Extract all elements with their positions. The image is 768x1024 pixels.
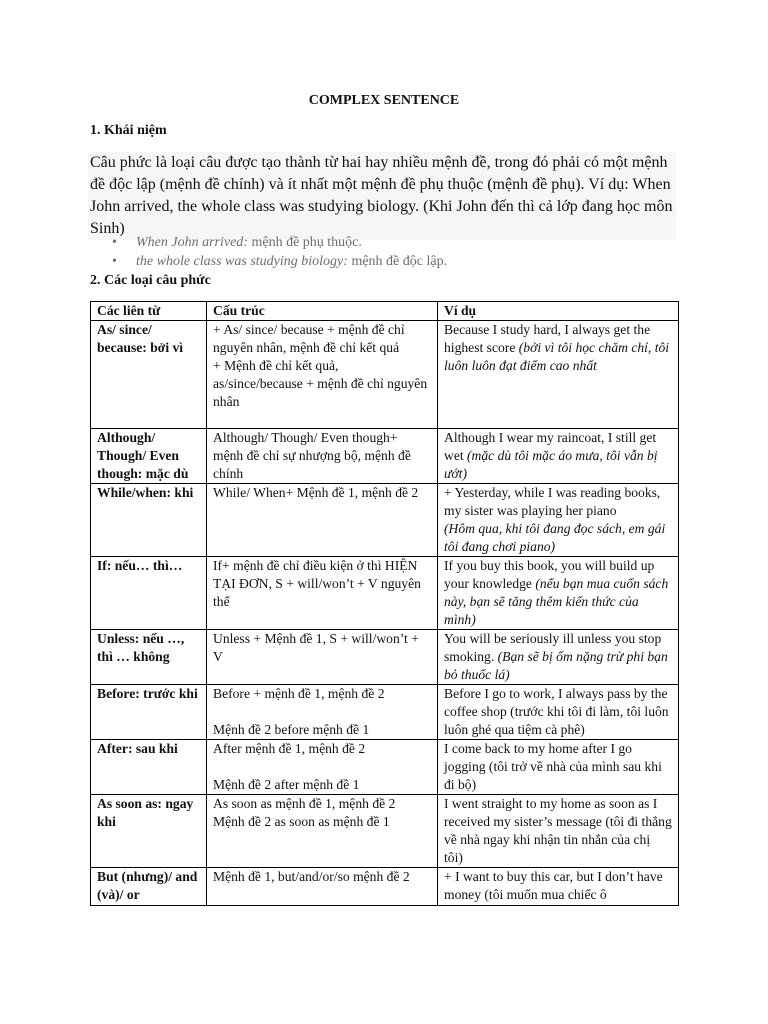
bullet-italic-text: When John arrived:: [136, 235, 248, 250]
conjunction-cell: As soon as: ngay khi: [91, 795, 207, 868]
example-text: Because I study hard, I always get the highest score: [444, 322, 651, 355]
example-text: I went straight to my home as soon as I received my sister’s message (tôi đi thẳng về nhà ngay khi nhận tin nhắn của chị tôi): [444, 796, 672, 865]
example-translation: (Bạn sẽ bị ốm nặng trừ phi bạn bỏ thuốc lá): [444, 649, 668, 682]
example-translation: (Hôm qua, khi tôi đang đọc sách, em gái tôi đang chơi piano): [444, 521, 666, 554]
example-cell: [438, 321, 679, 429]
structure-cell: After mệnh đề 1, mệnh đề 2 Mệnh đề 2 after mệnh đề 1: [207, 740, 438, 795]
bullet-text: mệnh đề độc lập.: [347, 254, 448, 269]
example-text: + Yesterday, while I was reading books, my sister was playing her piano: [444, 485, 661, 518]
structure-cell: Mệnh đề 1, but/and/or/so mệnh đề 2: [207, 868, 438, 906]
example-text: If you buy this book, you will build up your knowledge: [444, 558, 655, 591]
bullet-text: mệnh đề phụ thuộc.: [247, 235, 362, 250]
table-row: [91, 321, 679, 429]
column-header-conjunctions: Các liên từ: [91, 302, 207, 321]
conjunction-cell: As/ since/ because: bởi vì: [91, 321, 207, 429]
structure-cell: Unless + Mệnh đề 1, S + will/won’t + V: [207, 630, 438, 685]
structure-cell: If+ mệnh đề chỉ điều kiện ở thì HIỆN TẠI ĐƠN, S + will/won’t + V nguyên thể: [207, 557, 438, 630]
example-translation: (bởi vì tôi học chăm chỉ, tôi luôn luôn đạt điểm cao nhất: [444, 340, 670, 373]
table-row: [91, 795, 679, 868]
table-row: [91, 429, 679, 484]
conjunction-cell: But (nhưng)/ and (và)/ or: [91, 868, 207, 906]
example-cell: [438, 484, 679, 557]
example-cell: [438, 868, 679, 906]
table-row: [91, 740, 679, 795]
section-1-heading: 1. Khái niệm: [90, 123, 167, 138]
bullet-icon: •: [112, 235, 117, 250]
example-text: Before I go to work, I always pass by the coffee shop (trước khi tôi đi làm, tôi luôn luôn ghé qua tiệm cà phê): [444, 686, 669, 737]
example-translation: (nếu bạn mua cuốn sách này, bạn sẽ tăng thêm kiến thức của mình): [444, 576, 669, 627]
example-cell: [438, 630, 679, 685]
example-text: + I want to buy this car, but I don’t have money (tôi muốn mua chiếc ô: [444, 869, 663, 902]
conjunction-cell: If: nếu… thì…: [91, 557, 207, 630]
section-2-heading: 2. Các loại câu phức: [90, 273, 211, 288]
table-row: [91, 484, 679, 557]
example-text: I come back to my home after I go jogging (tôi trở về nhà của mình sau khi đi bộ): [444, 741, 662, 792]
example-cell: [438, 795, 679, 868]
table-header-row: [91, 302, 679, 321]
structure-cell: While/ When+ Mệnh đề 1, mệnh đề 2: [207, 484, 438, 557]
example-bullet-list: [112, 233, 672, 271]
column-header-structure: Cấu trúc: [207, 302, 438, 321]
structure-cell: + As/ since/ because + mệnh đề chỉ nguyên nhân, mệnh đề chỉ kết quả + Mệnh đề chỉ kết quả, as/since/because + mệnh đề chỉ nguyên nhân: [207, 321, 438, 429]
table-row: [91, 868, 679, 906]
list-item: [112, 252, 672, 271]
example-cell: [438, 740, 679, 795]
table-row: [91, 557, 679, 630]
example-translation: (mặc dù tôi mặc áo mưa, tôi vẫn bị ướt): [444, 448, 658, 481]
table-row: [91, 685, 679, 740]
example-cell: [438, 557, 679, 630]
structure-cell: Before + mệnh đề 1, mệnh đề 2 Mệnh đề 2 before mệnh đề 1: [207, 685, 438, 740]
example-text: You will be seriously ill unless you stop smoking.: [444, 631, 662, 664]
structure-cell: As soon as mệnh đề 1, mệnh đề 2 Mệnh đề 2 as soon as mệnh đề 1: [207, 795, 438, 868]
conjunction-cell: While/when: khi: [91, 484, 207, 557]
conjunction-table: [90, 301, 679, 906]
conjunction-cell: Although/ Though/ Even though: mặc dù: [91, 429, 207, 484]
bullet-icon: •: [112, 254, 117, 269]
list-item: [112, 233, 672, 252]
example-text: Although I wear my raincoat, I still get wet: [444, 430, 657, 463]
intro-paragraph: Câu phức là loại câu được tạo thành từ hai hay nhiều mệnh đề, trong đó phải có một mệnh đề độc lập (mệnh đề chính) và ít nhất một mệnh đề phụ thuộc (mệnh đề phụ). Ví dụ: When John arrived, the whole class was studying biology. (Khi John đến thì cả lớp đang học môn Sinh): [88, 152, 676, 240]
table-row: [91, 630, 679, 685]
conjunction-cell: Before: trước khi: [91, 685, 207, 740]
conjunction-cell: Unless: nếu …, thì … không: [91, 630, 207, 685]
bullet-italic-text: the whole class was studying biology:: [136, 254, 348, 269]
structure-cell: Although/ Though/ Even though+ mệnh đề chỉ sự nhượng bộ, mệnh đề chính: [207, 429, 438, 484]
conjunction-cell: After: sau khi: [91, 740, 207, 795]
document-title: COMPLEX SENTENCE: [308, 93, 460, 108]
example-cell: [438, 685, 679, 740]
column-header-example: Ví dụ: [438, 302, 679, 321]
example-cell: [438, 429, 679, 484]
